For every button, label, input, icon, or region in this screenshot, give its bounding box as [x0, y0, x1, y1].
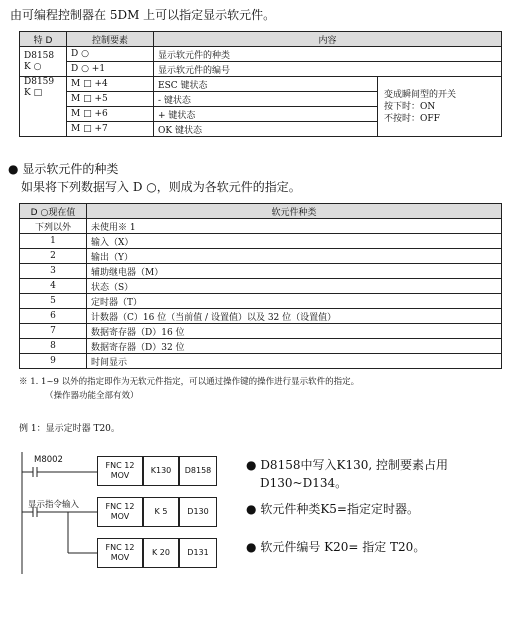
device-type-cell: 计数器（C）16 位（当前值 / 设置值）以及 32 位（设置值）: [87, 309, 502, 324]
table-row: [20, 279, 502, 294]
table-row: [20, 234, 502, 249]
col-current-value: D ○现在值: [20, 204, 87, 219]
destination-operand-box: D131: [179, 538, 217, 568]
device-type-cell: 定时器（T）: [87, 294, 502, 309]
content-cell: + 键状态: [154, 107, 378, 122]
device-type-table: [19, 203, 502, 369]
fnc-mnemonic: MOV: [110, 471, 130, 480]
current-value-cell: 下列以外: [20, 219, 87, 234]
current-value-cell: 4: [20, 279, 87, 294]
table-row: [20, 339, 502, 354]
table-row: [20, 354, 502, 369]
table-row: [20, 219, 502, 234]
label-line: K ○: [24, 61, 42, 72]
col-device-type: 软元件种类: [87, 204, 502, 219]
description-1: [246, 456, 448, 492]
section-title: 显示软元件的种类: [22, 162, 119, 176]
col-special-d: 特 D: [20, 32, 67, 47]
control-element: M □ +6: [67, 107, 154, 122]
current-value-cell: 1: [20, 234, 87, 249]
device-type-cell: 数据寄存器（D）32 位: [87, 339, 502, 354]
device-type-cell: 数据寄存器（D）16 位: [87, 324, 502, 339]
row-label: [20, 77, 67, 137]
control-element: M □ +4: [67, 77, 154, 92]
source-operand-box: K130: [143, 456, 179, 486]
contact-label-display: 显示指令输入: [28, 500, 80, 510]
device-type-cell: 未使用※ 1: [87, 219, 502, 234]
content-cell: 显示软元件的种类: [154, 47, 502, 62]
bullet-icon: ●: [246, 458, 257, 472]
device-type-cell: 状态（S）: [87, 279, 502, 294]
content-cell: OK 键状态: [154, 122, 378, 137]
section-heading: [8, 160, 118, 177]
description-2: [246, 500, 419, 518]
table-row: [20, 47, 502, 62]
control-element: D ○: [67, 47, 154, 62]
bullet-icon: ●: [246, 540, 257, 554]
content-cell: 显示软元件的编号: [154, 62, 502, 77]
bullet-icon: ●: [246, 502, 257, 516]
description-line: 软元件编号 K20= 指定 T20。: [260, 540, 426, 554]
fnc-number: FNC 12: [105, 502, 135, 511]
footnote-line: ※ 1. 1~9 以外的指定即作为无软元件指定，可以通过操作键的操作进行显示软件的指定。: [19, 377, 360, 387]
footnote: [19, 375, 359, 403]
table-row: [20, 324, 502, 339]
source-operand-box: K 5: [143, 497, 179, 527]
contact-label-m8002: M8002: [34, 455, 63, 465]
device-type-cell: 辅助继电器（M）: [87, 264, 502, 279]
destination-operand-box: D130: [179, 497, 217, 527]
table-row: [20, 249, 502, 264]
key-note-line: 按下时：ON: [384, 101, 436, 112]
key-note-line: 不按时：OFF: [384, 113, 440, 124]
control-element: D ○ +1: [67, 62, 154, 77]
device-type-cell: 输入（X）: [87, 234, 502, 249]
footnote-line: （操作器功能全部有效）: [45, 391, 139, 401]
key-note-line: 变成瞬间型的开关: [384, 89, 457, 100]
current-value-cell: 8: [20, 339, 87, 354]
current-value-cell: 6: [20, 309, 87, 324]
current-value-cell: 2: [20, 249, 87, 264]
fnc-instruction-box: [97, 456, 143, 486]
label-line: K □: [24, 88, 43, 98]
row-label: [20, 47, 67, 77]
description-3: [246, 538, 425, 556]
fnc-instruction-box: [97, 538, 143, 568]
current-value-cell: 3: [20, 264, 87, 279]
control-element-table: [19, 31, 502, 137]
device-type-cell: 时间显示: [87, 354, 502, 369]
col-control-element: 控制要素: [67, 32, 154, 47]
source-operand-box: K 20: [143, 538, 179, 568]
table-row: [20, 309, 502, 324]
fnc-number: FNC 12: [105, 543, 135, 552]
description-line: D130~D134。: [260, 476, 348, 490]
table-row: [20, 62, 502, 77]
key-note-cell: [378, 77, 502, 137]
bullet-icon: ●: [8, 162, 19, 176]
table-row: [20, 264, 502, 279]
description-line: D8158中写入K130, 控制要素占用: [260, 458, 448, 472]
fnc-instruction-box: [97, 497, 143, 527]
current-value-cell: 7: [20, 324, 87, 339]
content-cell: - 键状态: [154, 92, 378, 107]
current-value-cell: 9: [20, 354, 87, 369]
control-element: M □ +7: [67, 122, 154, 137]
fnc-mnemonic: MOV: [110, 512, 130, 521]
device-type-cell: 输出（Y）: [87, 249, 502, 264]
table-row: [20, 77, 502, 92]
section-description: 如果将下列数据写入 D ○，则成为各软元件的指定。: [21, 180, 301, 194]
fnc-mnemonic: MOV: [110, 553, 130, 562]
current-value-cell: 5: [20, 294, 87, 309]
fnc-number: FNC 12: [105, 461, 135, 470]
example-title: 例 1：显示定时器 T20。: [19, 424, 120, 434]
col-content: 内容: [154, 32, 502, 47]
description-line: 软元件种类K5=指定定时器。: [260, 502, 419, 516]
destination-operand-box: D8158: [179, 456, 217, 486]
table-row: [20, 294, 502, 309]
label-line: D8159: [24, 77, 55, 87]
label-line: D8158: [24, 50, 55, 61]
control-element: M □ +5: [67, 92, 154, 107]
intro-text: 由可编程控制器在 5DM 上可以指定显示软元件。: [10, 8, 276, 22]
content-cell: ESC 键状态: [154, 77, 378, 92]
